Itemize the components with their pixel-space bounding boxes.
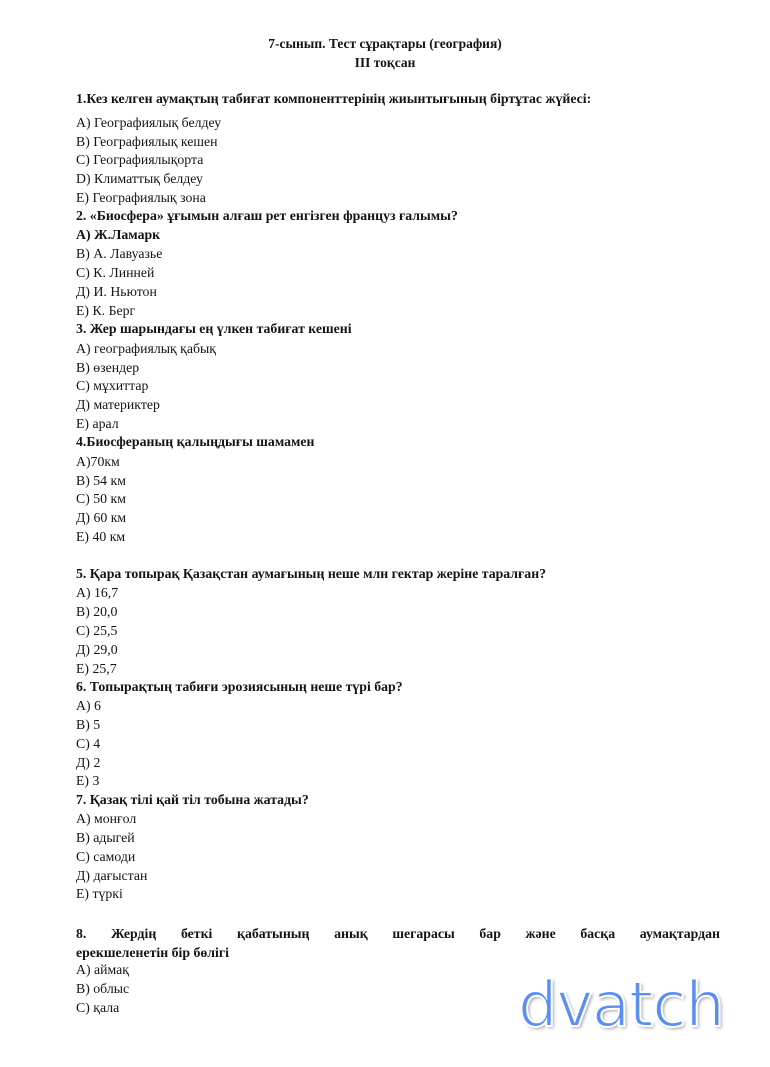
q2-option-b: В) А. Лавуазье bbox=[76, 246, 163, 261]
q1-option-a: А) Географиялық белдеу bbox=[76, 115, 222, 130]
q1-option-b: В) Географиялық кешен bbox=[76, 134, 218, 149]
question-4: 4.Биосфераның қалыңдығы шамамен bbox=[76, 434, 315, 449]
q1-option-e: Е) Географиялық зона bbox=[76, 190, 206, 205]
q5-option-a: А) 16,7 bbox=[76, 585, 119, 600]
q1-option-d: D) Климаттық белдеу bbox=[76, 171, 203, 186]
document-title: 7-сынып. Тест сұрақтары (география) bbox=[268, 36, 502, 51]
q5-option-e: Е) 25,7 bbox=[76, 661, 117, 676]
q2-option-a: А) Ж.Ламарк bbox=[76, 227, 161, 242]
q8-option-a: А) аймақ bbox=[76, 962, 129, 977]
q6-option-e: Е) 3 bbox=[76, 773, 100, 788]
q5-option-b: В) 20,0 bbox=[76, 604, 118, 619]
q7-option-d: Д) дағыстан bbox=[76, 868, 148, 883]
question-8 bbox=[76, 924, 720, 962]
q3-option-d: Д) материктер bbox=[76, 397, 160, 412]
q2-option-d: Д) И. Ньютон bbox=[76, 284, 157, 299]
q3-option-b: В) өзендер bbox=[76, 360, 140, 375]
q8-option-b: В) облыс bbox=[76, 981, 130, 996]
q4-option-a: А)70км bbox=[76, 454, 120, 469]
q3-option-e: Е) арал bbox=[76, 416, 119, 431]
q6-option-d: Д) 2 bbox=[76, 755, 101, 770]
q4-option-e: Е) 40 км bbox=[76, 529, 126, 544]
q8-option-c: С) қала bbox=[76, 1000, 120, 1015]
question-3: 3. Жер шарындағы ең үлкен табиғат кешені bbox=[76, 321, 352, 336]
q7-option-a: А) монғол bbox=[76, 811, 137, 826]
question-2: 2. «Биосфера» ұғымын алғаш рет енгізген француз ғалымы? bbox=[76, 208, 458, 223]
q4-option-d: Д) 60 км bbox=[76, 510, 127, 525]
question-6: 6. Топырақтың табиғи эрозиясының неше түрі бар? bbox=[76, 679, 403, 694]
question-8-line-2: ерекшеленетін бір бөлігі bbox=[76, 945, 229, 960]
q4-option-b: В) 54 км bbox=[76, 473, 126, 488]
q6-option-c: С) 4 bbox=[76, 736, 101, 751]
q3-option-c: С) мұхиттар bbox=[76, 378, 149, 393]
q5-option-c: С) 25,5 bbox=[76, 623, 118, 638]
question-7: 7. Қазақ тілі қай тіл тобына жатады? bbox=[76, 792, 309, 807]
quarter-label: ІІІ тоқсан bbox=[354, 55, 416, 70]
q6-option-b: В) 5 bbox=[76, 717, 101, 732]
q7-option-b: В) адыгей bbox=[76, 830, 135, 845]
question-5: 5. Қара топырақ Қазақстан аумағының неше млн гектар жеріне таралған? bbox=[76, 566, 547, 581]
question-1: 1.Кез келген аумақтың табиғат компоненттерінің жиынтығының біртұтас жүйесі: bbox=[76, 91, 592, 106]
q3-option-a: А) географиялық қабық bbox=[76, 341, 216, 356]
question-8-line-1: 8. Жердің беткі қабатының анық шегарасы бар және басқа аумақтардан bbox=[76, 926, 720, 941]
q5-option-d: Д) 29,0 bbox=[76, 642, 118, 657]
q7-option-c: С) самоди bbox=[76, 849, 136, 864]
q2-option-c: С) К. Линней bbox=[76, 265, 155, 280]
q4-option-c: С) 50 км bbox=[76, 491, 126, 506]
watermark-logo: dvatch bbox=[518, 968, 724, 1041]
q1-option-c: С) Географиялықорта bbox=[76, 152, 204, 167]
q7-option-e: Е) түркі bbox=[76, 886, 123, 901]
q6-option-a: А) 6 bbox=[76, 698, 101, 713]
q2-option-e: Е) К. Берг bbox=[76, 303, 136, 318]
